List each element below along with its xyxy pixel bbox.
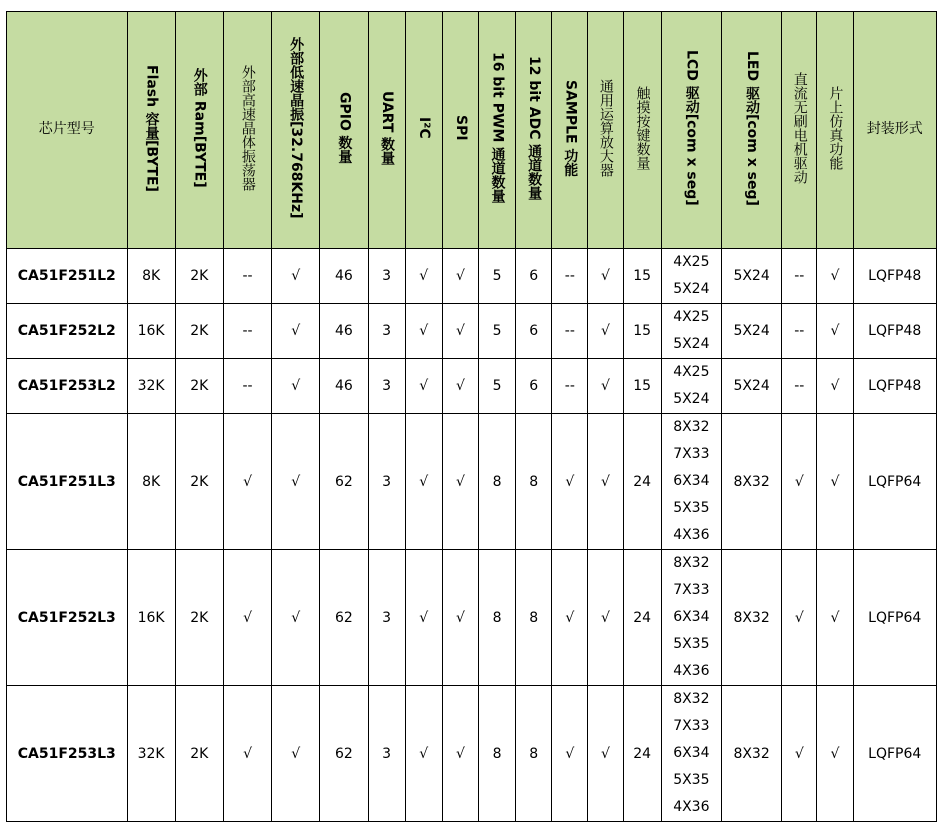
sample-value: √: [565, 473, 575, 490]
lcd-config-value: 5X35: [673, 636, 710, 652]
gpio-value: 46: [335, 323, 353, 339]
led-value: 8X32: [733, 745, 770, 762]
ice-value: √: [830, 745, 840, 762]
header-led-driver: [721, 12, 781, 249]
opamp-cell: [588, 304, 623, 359]
package-value: LQFP48: [868, 268, 922, 284]
uart-value: 3: [382, 473, 392, 490]
header-uart-count-label: UART 数量: [379, 90, 395, 166]
opamp-value: √: [601, 609, 610, 626]
header-package-label: 封装形式: [866, 121, 923, 138]
chip-model-cell: [7, 249, 128, 304]
uart-value: 3: [382, 609, 392, 626]
opamp-cell: [588, 414, 623, 550]
adc-value: 8: [529, 473, 539, 490]
header-i2c: [405, 12, 442, 249]
touch-cell: [623, 304, 661, 359]
lse-value: √: [291, 323, 301, 339]
i2c-cell: [405, 414, 442, 550]
bldc-cell: [782, 686, 817, 822]
header-external-ram-label: 外部 Ram[BYTE]: [191, 68, 208, 188]
gpio-value: 62: [335, 609, 353, 626]
flash-value: 32K: [137, 745, 165, 762]
gpio-cell: [320, 359, 368, 414]
adc-value: 8: [529, 609, 539, 626]
lcd-cell: [661, 686, 721, 822]
led-cell: [721, 686, 781, 822]
hse-cell: [223, 550, 271, 686]
spi-cell: [442, 550, 478, 686]
lcd-config-value: 7X33: [673, 718, 710, 734]
header-touch-keys-label: 触摸按键数量: [634, 86, 651, 170]
gpio-cell: [320, 414, 368, 550]
ice-value: √: [830, 378, 840, 394]
chip-model-value: CA51F253L3: [17, 745, 116, 762]
bldc-cell: [782, 304, 817, 359]
hse-cell: [223, 686, 271, 822]
touch-value: 15: [633, 268, 652, 284]
opamp-cell: [588, 550, 623, 686]
ice-cell: [817, 359, 853, 414]
lcd-config-value: 8X32: [673, 691, 710, 707]
header-on-chip-emulation-label: 片上仿真功能: [827, 86, 844, 170]
header-package: [853, 12, 937, 249]
header-touch-keys: [623, 12, 661, 249]
sample-cell: [552, 249, 588, 304]
chip-model-value: CA51F253L2: [17, 378, 116, 394]
lcd-config-value: 6X34: [673, 745, 710, 761]
gpio-value: 46: [335, 378, 353, 394]
adc-cell: [516, 414, 552, 550]
lse-cell: [272, 249, 320, 304]
spi-cell: [442, 304, 478, 359]
spi-value: √: [455, 609, 465, 626]
package-cell: [853, 359, 937, 414]
i2c-value: √: [419, 609, 429, 626]
ice-value: √: [830, 268, 840, 284]
lcd-cell: [661, 414, 721, 550]
lcd-config-value: 5X24: [673, 391, 710, 407]
touch-value: 15: [633, 378, 652, 394]
table-row: [7, 249, 937, 304]
bldc-cell: [782, 414, 817, 550]
chip-model-value: CA51F252L3: [17, 609, 116, 626]
sample-value: √: [565, 609, 575, 626]
chip-model-value: CA51F251L2: [17, 268, 116, 284]
ram-value: 2K: [190, 378, 209, 394]
header-lcd-driver-label: LCD 驱动[com x seg]: [683, 50, 700, 206]
ram-cell: [175, 359, 223, 414]
ice-cell: [817, 550, 853, 686]
gpio-cell: [320, 550, 368, 686]
led-value: 5X24: [733, 268, 770, 284]
opamp-value: √: [601, 378, 610, 394]
package-cell: [853, 249, 937, 304]
touch-cell: [623, 550, 661, 686]
ram-value: 2K: [190, 609, 209, 626]
lse-value: √: [291, 745, 301, 762]
gpio-cell: [320, 249, 368, 304]
package-cell: [853, 414, 937, 550]
header-uart-count: [368, 12, 405, 249]
chip-model-cell: [7, 686, 128, 822]
hse-cell: [223, 304, 271, 359]
lcd-cell: [661, 359, 721, 414]
lcd-config-value: 8X32: [673, 555, 710, 571]
touch-value: 15: [633, 323, 652, 339]
gpio-cell: [320, 686, 368, 822]
hse-cell: [223, 414, 271, 550]
header-on-chip-emulation: [817, 12, 853, 249]
flash-value: 8K: [142, 268, 161, 284]
led-cell: [721, 249, 781, 304]
i2c-value: √: [419, 473, 429, 490]
header-chip-model-label: 芯片型号: [38, 121, 95, 138]
uart-cell: [368, 686, 405, 822]
led-cell: [721, 304, 781, 359]
flash-cell: [127, 550, 175, 686]
uart-cell: [368, 249, 405, 304]
adc-value: 8: [529, 745, 539, 762]
adc-value: 6: [529, 268, 539, 284]
spi-value: √: [455, 323, 465, 339]
flash-cell: [127, 304, 175, 359]
header-gpio-count-label: GPIO 数量: [336, 92, 353, 164]
pwm-value: 5: [492, 378, 502, 394]
sample-value: --: [564, 378, 575, 394]
header-external-lse-label: 外部低速晶振[32.768KHz]: [288, 37, 305, 219]
opamp-value: √: [601, 473, 610, 490]
sample-value: √: [565, 745, 575, 762]
header-row: [7, 12, 937, 249]
bldc-cell: [782, 550, 817, 686]
touch-cell: [623, 686, 661, 822]
chip-model-cell: [7, 414, 128, 550]
i2c-cell: [405, 550, 442, 686]
gpio-value: 62: [335, 473, 353, 490]
flash-cell: [127, 249, 175, 304]
ram-cell: [175, 249, 223, 304]
lcd-cell: [661, 550, 721, 686]
header-led-driver-label: LED 驱动[com x seg]: [743, 50, 760, 206]
header-opamp-label: 通用运算放大器: [597, 79, 614, 177]
package-cell: [853, 304, 937, 359]
pwm-cell: [478, 414, 515, 550]
touch-value: 24: [633, 745, 652, 762]
spi-value: √: [455, 745, 465, 762]
ice-cell: [817, 304, 853, 359]
table-row: [7, 304, 937, 359]
i2c-value: √: [419, 323, 429, 339]
uart-value: 3: [382, 268, 392, 284]
lcd-config-value: 4X36: [673, 799, 710, 815]
i2c-cell: [405, 304, 442, 359]
flash-value: 8K: [142, 473, 161, 490]
bldc-cell: [782, 249, 817, 304]
header-external-ram: [175, 12, 223, 249]
bldc-cell: [782, 359, 817, 414]
uart-value: 3: [382, 745, 392, 762]
header-sample-function: [552, 12, 588, 249]
uart-cell: [368, 550, 405, 686]
lcd-config-value: 4X25: [673, 364, 710, 380]
flash-cell: [127, 686, 175, 822]
lcd-config-value: 4X25: [673, 309, 710, 325]
pwm-cell: [478, 550, 515, 686]
lse-value: √: [291, 609, 301, 626]
flash-value: 16K: [137, 323, 165, 339]
gpio-value: 62: [335, 745, 353, 762]
gpio-value: 46: [335, 268, 353, 284]
flash-value: 32K: [137, 378, 165, 394]
ram-value: 2K: [190, 473, 209, 490]
adc-cell: [516, 359, 552, 414]
table-row: [7, 686, 937, 822]
ram-cell: [175, 686, 223, 822]
touch-cell: [623, 359, 661, 414]
package-value: LQFP48: [868, 378, 922, 394]
i2c-cell: [405, 686, 442, 822]
i2c-value: √: [419, 378, 429, 394]
adc-value: 6: [529, 378, 539, 394]
header-chip-model: [7, 12, 128, 249]
hse-value: √: [243, 745, 252, 762]
lcd-config-value: 5X24: [673, 281, 710, 297]
package-cell: [853, 550, 937, 686]
header-adc-channels-label: 12 bit ADC 通道数量: [526, 55, 543, 201]
lse-cell: [272, 414, 320, 550]
lcd-config-value: 8X32: [673, 419, 710, 435]
lcd-config-value: 6X34: [673, 473, 710, 489]
lse-cell: [272, 359, 320, 414]
header-pwm-channels: [478, 12, 515, 249]
ram-cell: [175, 304, 223, 359]
lse-value: √: [291, 378, 301, 394]
led-value: 5X24: [733, 378, 770, 394]
bldc-value: √: [794, 609, 804, 626]
led-cell: [721, 414, 781, 550]
hse-value: --: [242, 268, 253, 284]
lcd-config-value: 6X34: [673, 609, 710, 625]
ice-cell: [817, 686, 853, 822]
header-gpio-count: [320, 12, 368, 249]
header-lcd-driver: [661, 12, 721, 249]
hse-value: --: [242, 378, 253, 394]
ice-value: √: [830, 323, 840, 339]
package-value: LQFP64: [868, 745, 922, 762]
pwm-value: 8: [492, 473, 502, 490]
uart-value: 3: [382, 378, 392, 394]
package-value: LQFP64: [868, 473, 922, 490]
table-row: [7, 550, 937, 686]
lcd-config-value: 5X24: [673, 336, 710, 352]
lse-cell: [272, 686, 320, 822]
ram-value: 2K: [190, 745, 209, 762]
header-flash-capacity: [127, 12, 175, 249]
lse-cell: [272, 304, 320, 359]
header-bldc-driver-label: 直流无刷电机驱动: [791, 72, 808, 184]
pwm-cell: [478, 686, 515, 822]
hse-value: √: [243, 609, 252, 626]
spi-cell: [442, 414, 478, 550]
touch-value: 24: [633, 473, 652, 490]
ice-cell: [817, 249, 853, 304]
touch-value: 24: [633, 609, 652, 626]
uart-cell: [368, 359, 405, 414]
adc-cell: [516, 304, 552, 359]
flash-cell: [127, 414, 175, 550]
i2c-value: √: [419, 268, 429, 284]
header-bldc-driver: [782, 12, 817, 249]
pwm-value: 5: [492, 268, 502, 284]
opamp-cell: [588, 686, 623, 822]
lcd-config-value: 5X35: [673, 500, 710, 516]
opamp-value: √: [601, 745, 610, 762]
header-i2c-label: I²C: [416, 117, 433, 139]
ram-value: 2K: [190, 268, 209, 284]
lcd-cell: [661, 304, 721, 359]
header-external-hse: [223, 12, 271, 249]
package-value: LQFP64: [868, 609, 922, 626]
chip-spec-table: [6, 11, 937, 822]
table-row: [7, 359, 937, 414]
header-sample-function-label: SAMPLE 功能: [562, 79, 579, 177]
chip-model-cell: [7, 359, 128, 414]
sample-value: --: [564, 268, 575, 284]
sample-cell: [552, 686, 588, 822]
ram-cell: [175, 550, 223, 686]
adc-cell: [516, 249, 552, 304]
sample-cell: [552, 304, 588, 359]
lcd-config-value: 7X33: [673, 446, 710, 462]
uart-cell: [368, 304, 405, 359]
header-pwm-channels-label: 16 bit PWM 通道数量: [489, 52, 506, 204]
lse-value: √: [291, 268, 301, 284]
led-cell: [721, 359, 781, 414]
hse-value: --: [242, 323, 253, 339]
header-adc-channels: [516, 12, 552, 249]
header-flash-capacity-label: Flash 容量[BYTE]: [143, 64, 160, 192]
opamp-cell: [588, 359, 623, 414]
lcd-config-value: 4X36: [673, 527, 710, 543]
pwm-value: 8: [492, 609, 502, 626]
ice-cell: [817, 414, 853, 550]
lcd-config-value: 4X25: [673, 254, 710, 270]
sample-cell: [552, 550, 588, 686]
flash-cell: [127, 359, 175, 414]
pwm-cell: [478, 249, 515, 304]
opamp-value: √: [601, 323, 610, 339]
pwm-cell: [478, 359, 515, 414]
header-external-hse-label: 外部高速晶体振荡器: [239, 65, 256, 191]
package-value: LQFP48: [868, 323, 922, 339]
lcd-config-value: 7X33: [673, 582, 710, 598]
opamp-value: √: [601, 268, 610, 284]
spi-value: √: [455, 378, 465, 394]
chip-model-cell: [7, 304, 128, 359]
pwm-value: 8: [492, 745, 502, 762]
hse-cell: [223, 249, 271, 304]
chip-model-cell: [7, 550, 128, 686]
pwm-cell: [478, 304, 515, 359]
i2c-cell: [405, 249, 442, 304]
opamp-cell: [588, 249, 623, 304]
spi-value: √: [455, 473, 465, 490]
flash-value: 16K: [137, 609, 165, 626]
package-cell: [853, 686, 937, 822]
hse-cell: [223, 359, 271, 414]
pwm-value: 5: [492, 323, 502, 339]
ice-value: √: [830, 609, 840, 626]
sample-cell: [552, 414, 588, 550]
sample-cell: [552, 359, 588, 414]
table-body: [7, 249, 937, 822]
touch-cell: [623, 414, 661, 550]
ice-value: √: [830, 473, 840, 490]
uart-cell: [368, 414, 405, 550]
bldc-value: √: [794, 745, 804, 762]
hse-value: √: [243, 473, 252, 490]
adc-cell: [516, 686, 552, 822]
sample-value: --: [564, 323, 575, 339]
spi-cell: [442, 359, 478, 414]
bldc-value: √: [794, 473, 804, 490]
table-row: [7, 414, 937, 550]
chip-model-value: CA51F252L2: [17, 323, 116, 339]
adc-value: 6: [529, 323, 539, 339]
header-opamp: [588, 12, 623, 249]
bldc-value: --: [794, 378, 805, 394]
led-value: 8X32: [733, 609, 770, 626]
spi-value: √: [455, 268, 465, 284]
led-cell: [721, 550, 781, 686]
spi-cell: [442, 249, 478, 304]
touch-cell: [623, 249, 661, 304]
ram-value: 2K: [190, 323, 209, 339]
header-external-lse: [272, 12, 320, 249]
led-value: 5X24: [733, 323, 770, 339]
lcd-cell: [661, 249, 721, 304]
bldc-value: --: [794, 323, 805, 339]
uart-value: 3: [382, 323, 392, 339]
adc-cell: [516, 550, 552, 686]
ram-cell: [175, 414, 223, 550]
lcd-config-value: 5X35: [673, 772, 710, 788]
led-value: 8X32: [733, 473, 770, 490]
header-spi-label: SPI: [452, 115, 469, 141]
gpio-cell: [320, 304, 368, 359]
lse-value: √: [291, 473, 301, 490]
lse-cell: [272, 550, 320, 686]
spi-cell: [442, 686, 478, 822]
i2c-value: √: [419, 745, 429, 762]
lcd-config-value: 4X36: [673, 663, 710, 679]
i2c-cell: [405, 359, 442, 414]
header-spi: [442, 12, 478, 249]
bldc-value: --: [794, 268, 805, 284]
chip-model-value: CA51F251L3: [17, 473, 116, 490]
